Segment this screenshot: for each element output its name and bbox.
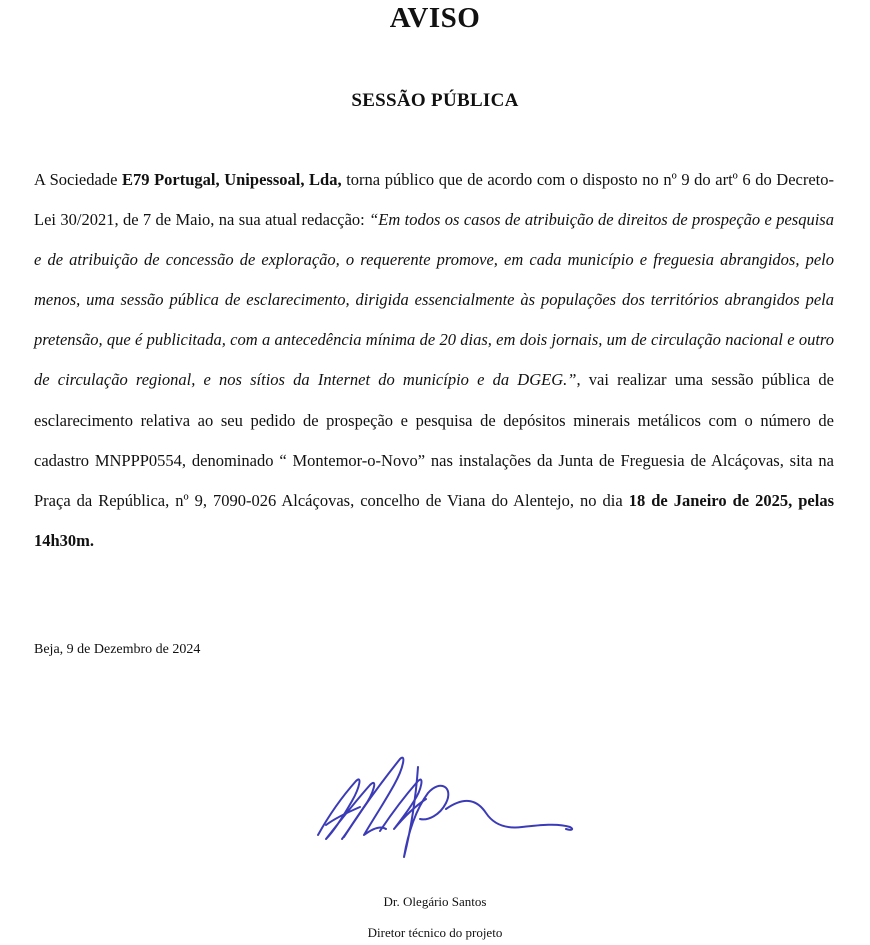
handwritten-signature bbox=[300, 745, 590, 870]
body-session-details: , vai realizar uma sessão pública de esclarecimento relativa ao seu pedido de prospeção e pesquisa de depósitos minerais metálicos com o número de cadastro MNPPP0554, denominado “ Montemor-o-Novo” nas instalações da Junta de Freguesia de Alcáçovas, sita na Praça da República, nº 9, 7090-026 Alcáçovas, concelho de Viana do Alentejo, no dia bbox=[34, 370, 834, 510]
body-intro: A Sociedade bbox=[34, 170, 122, 189]
signature-stroke-5 bbox=[446, 801, 572, 830]
notice-body bbox=[34, 160, 834, 561]
session-datetime: 18 de Janeiro de 2025, pelas 14h30m. bbox=[34, 490, 834, 550]
notice-title: AVISO bbox=[389, 2, 481, 34]
legal-quote: “Em todos os casos de atribuição de direitos de prospeção e pesquisa e de atribuição de concessão de exploração, o requerente promove, em cada município e freguesia abrangidos, pelo menos, uma sessão pública de esclarecimento, dirigida essencialmente às populações dos territórios abrangidos pela pretensão, que é publicitada, com a antecedência mínima de 20 dias, em dois jornais, um de circulação nacional e outro de circulação regional, e nos sítios da Internet do município e da DGEG.” bbox=[34, 210, 834, 390]
company-name: E79 Portugal, Unipessoal, Lda, bbox=[122, 170, 342, 189]
body-legal-reference: torna público que de acordo com o disposto no nº 9 do artº 6 do Decreto-Lei 30/2021, de 7 de Maio, na sua atual redacção: bbox=[34, 170, 835, 230]
notice-subtitle: SESSÃO PÚBLICA bbox=[351, 90, 519, 111]
signer-role: Diretor técnico do projeto bbox=[367, 925, 503, 940]
signer-name: Dr. Olegário Santos bbox=[383, 894, 487, 909]
place-and-date: Beja, 9 de Dezembro de 2024 bbox=[34, 642, 201, 657]
